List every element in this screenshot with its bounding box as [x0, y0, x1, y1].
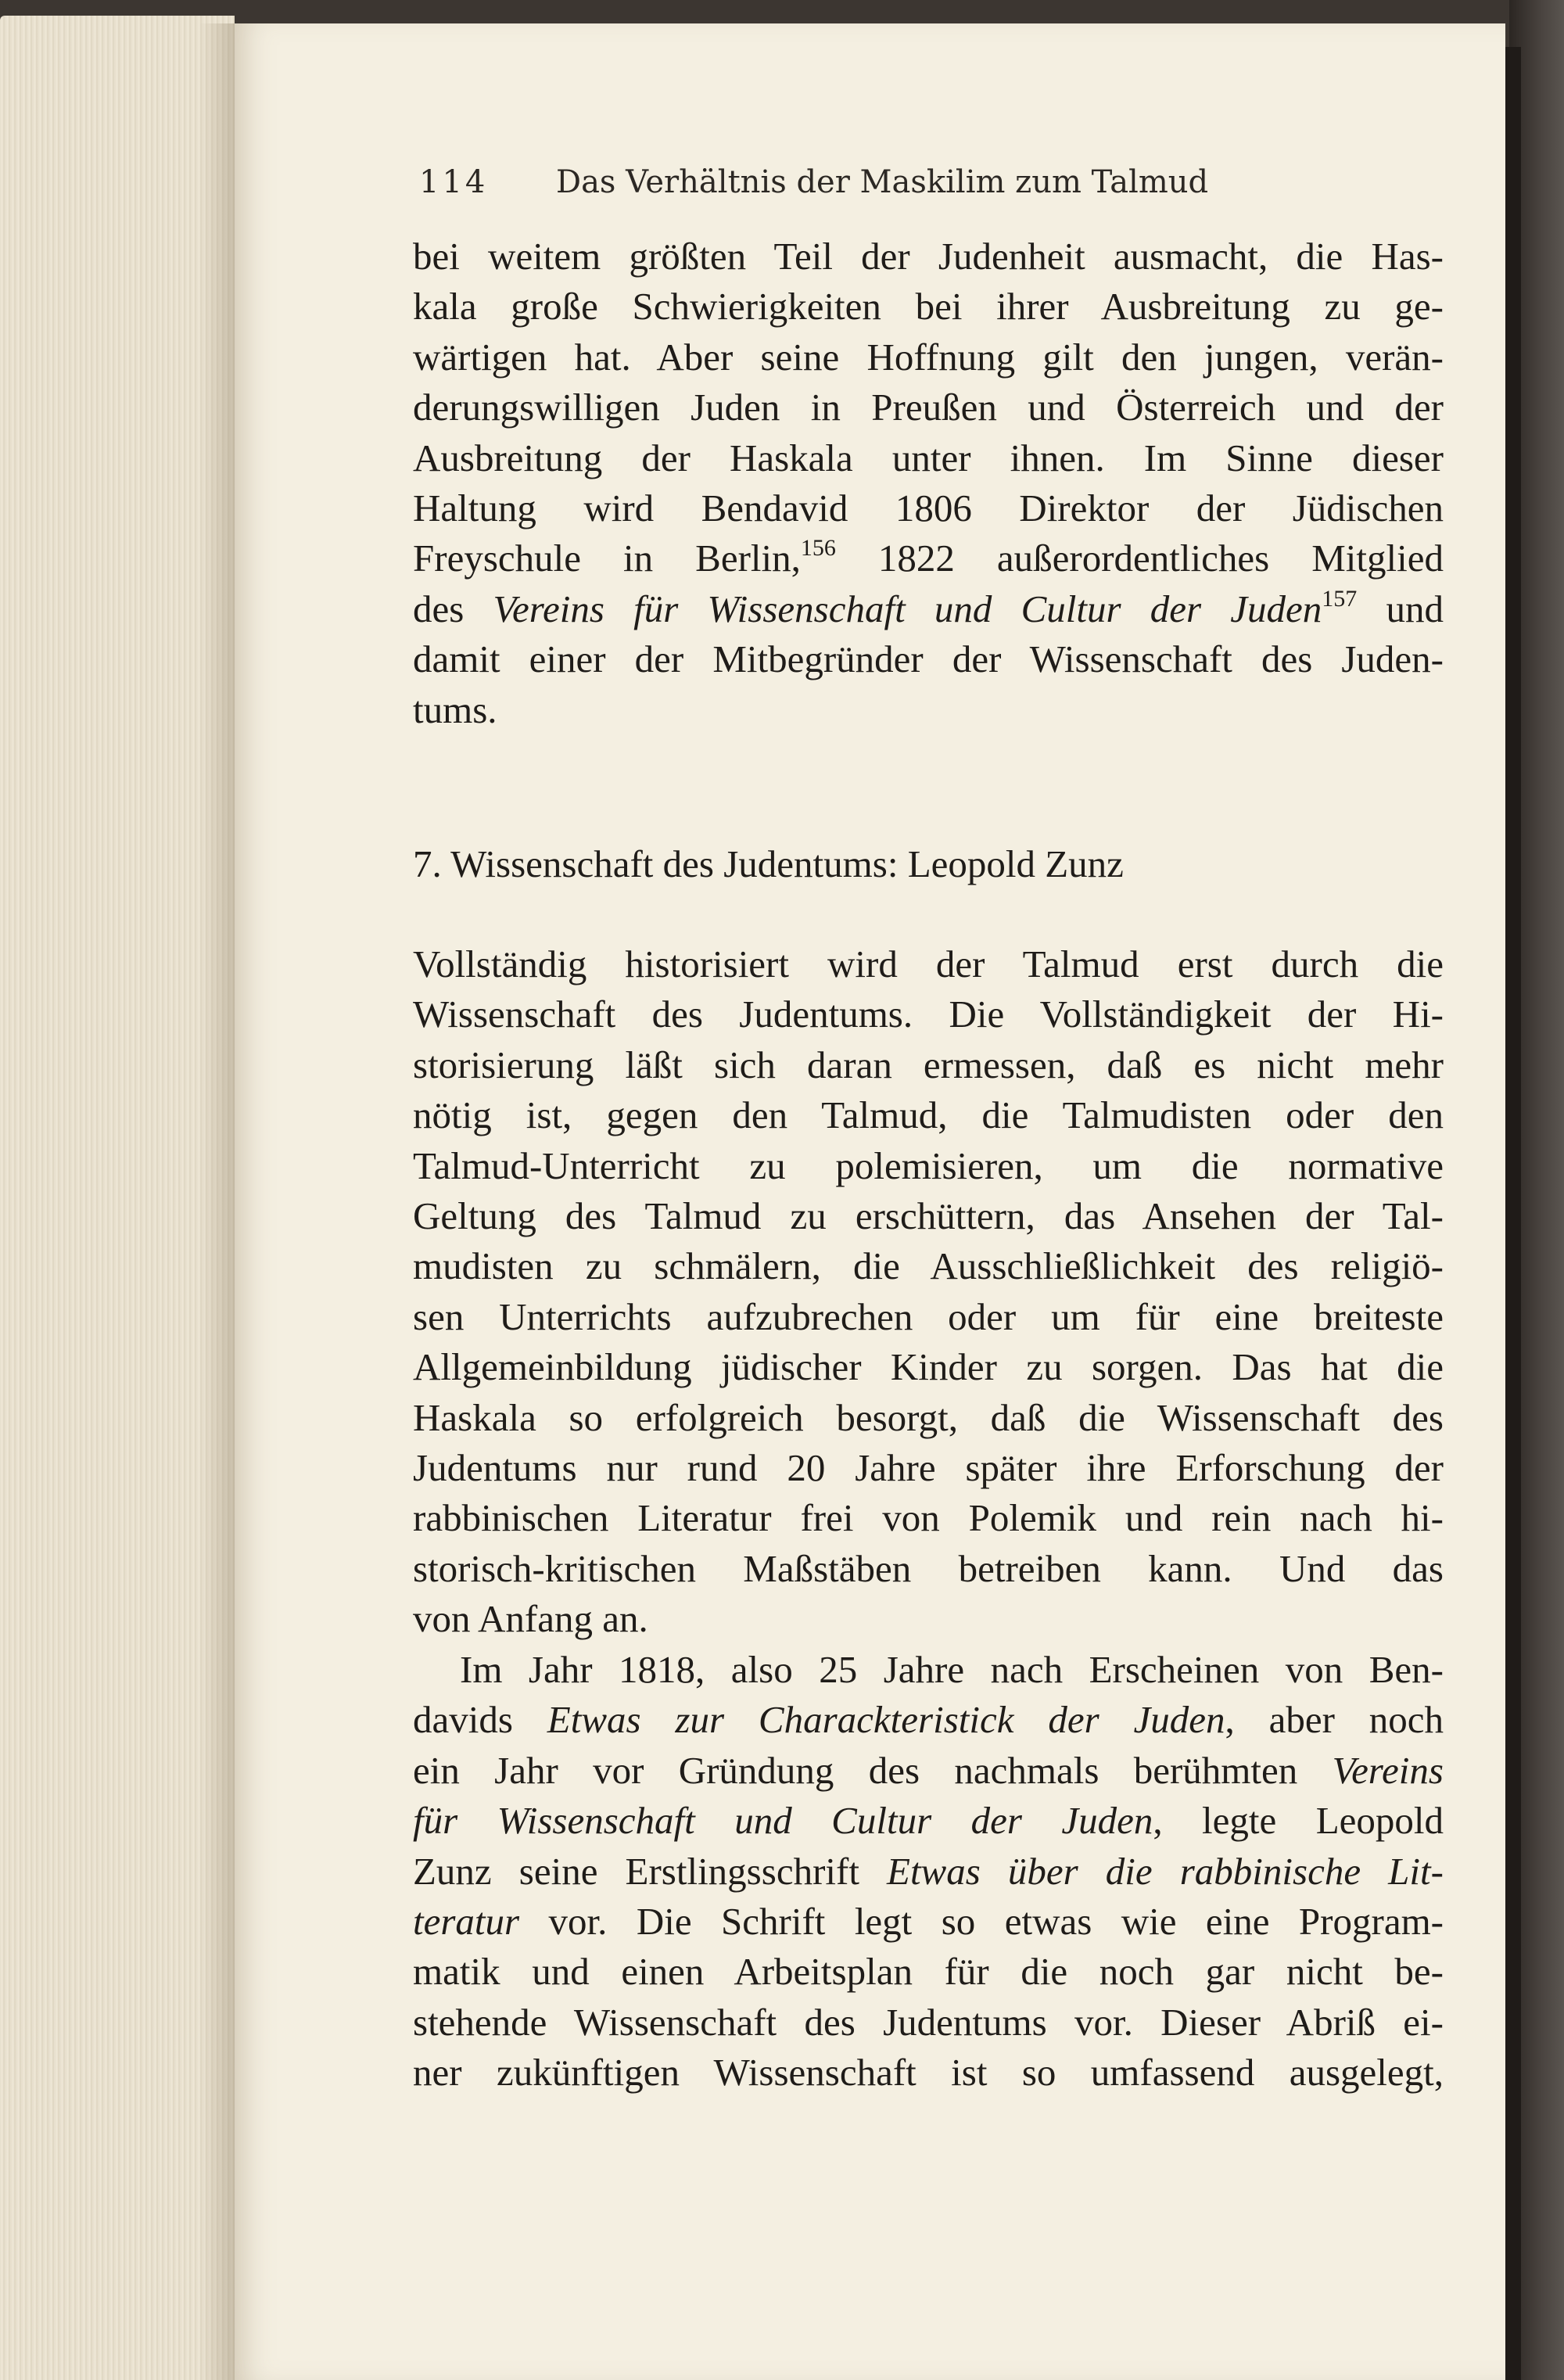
text-line: storisch-kritischen Maßstäben betreiben kann. Und das: [413, 1546, 1444, 1590]
page-number: 114: [419, 164, 489, 200]
footnote-marker-156[interactable]: 156: [800, 535, 836, 562]
text-line: stehende Wissenschaft des Judentums vor. Dieser Abriß ei-: [413, 2000, 1444, 2044]
gutter-shadow: [199, 23, 239, 2380]
text-line: Haskala so erfolgreich besorgt, daß die Wissenschaft des: [413, 1395, 1444, 1439]
text-line: Talmud-Unterricht zu polemisieren, um die normative: [413, 1143, 1444, 1187]
text-line: [413, 1847, 1444, 1897]
footnote-marker-157[interactable]: 157: [1322, 585, 1358, 612]
text-span: Freyschule in Berlin,: [413, 537, 801, 580]
italic-title: Vereins: [1332, 1748, 1444, 1792]
italic-title: teratur: [413, 1899, 520, 1943]
italic-title: Etwas über die rabbinische Lit-: [887, 1849, 1444, 1893]
text-line: [413, 584, 1444, 634]
text-line: wärtigen hat. Aber seine Hoffnung gilt den jungen, verän-: [413, 335, 1444, 379]
paragraph-2: [413, 939, 1444, 1644]
text-span: davids: [413, 1698, 547, 1742]
text-line: matik und einen Arbeitsplan für die noch gar nicht be-: [413, 1950, 1444, 1994]
running-head: [419, 164, 1451, 200]
book-cover-edge: [1505, 47, 1521, 2380]
text-span: , legte Leopold: [1153, 1799, 1444, 1843]
text-span: des: [413, 587, 493, 630]
text-span: , aber noch: [1225, 1698, 1444, 1742]
text-line: ner zukünftigen Wissenschaft ist so umfassend ausgelegt,: [413, 2051, 1444, 2095]
paragraph-1: [413, 232, 1444, 735]
text-line: mudisten zu schmälern, die Ausschließlichkeit des religiö-: [413, 1244, 1444, 1288]
section-heading: 7. Wissenschaft des Judentums: Leopold Zunz: [413, 842, 1124, 885]
text-line: damit einer der Mitbegründer der Wissenschaft des Juden-: [413, 637, 1444, 681]
italic-title: Vereins für Wissenschaft und Cultur der Juden: [493, 587, 1322, 630]
text-line: Im Jahr 1818, also 25 Jahre nach Erscheinen von Ben-: [460, 1648, 1444, 1691]
text-line: Haltung wird Bendavid 1806 Direktor der Jüdischen: [413, 486, 1444, 529]
text-line: kala große Schwierigkeiten bei ihrer Ausbreitung zu ge-: [413, 285, 1444, 328]
text-line: Wissenschaft des Judentums. Die Vollständigkeit der Hi-: [413, 993, 1444, 1036]
text-line: tums.: [413, 687, 497, 731]
text-span: Zunz seine Erstlingsschrift: [413, 1849, 888, 1893]
text-line: [413, 533, 1444, 583]
text-line: Ausbreitung der Haskala unter ihnen. Im Sinne dieser: [413, 436, 1444, 479]
italic-title: für Wissenschaft und Cultur der Juden: [413, 1799, 1153, 1843]
text-line: [413, 1746, 1444, 1796]
text-span: 1822 außerordentliches Mitglied: [835, 537, 1444, 580]
text-line: Allgemeinbildung jüdischer Kinder zu sorgen. Das hat die: [413, 1345, 1444, 1389]
text-line: Geltung des Talmud zu erschüttern, das Ansehen der Tal-: [413, 1194, 1444, 1237]
text-line: rabbinischen Literatur frei von Polemik und rein nach hi-: [413, 1496, 1444, 1540]
text-line: nötig ist, gegen den Talmud, die Talmudisten oder den: [413, 1093, 1444, 1137]
text-line: storisierung läßt sich daran ermessen, daß es nicht mehr: [413, 1043, 1444, 1086]
italic-title: Etwas zur Charackteristick der Juden: [547, 1698, 1225, 1742]
running-title: Das Verhältnis der Maskilim zum Talmud: [556, 164, 1209, 200]
text-line: sen Unterrichts aufzubrechen oder um für eine breiteste: [413, 1294, 1444, 1338]
paragraph-3: [413, 1645, 1444, 2098]
text-line: von Anfang an.: [413, 1597, 648, 1641]
text-line: Judentums nur rund 20 Jahre später ihre Erforschung der: [413, 1445, 1444, 1489]
text-line: bei weitem größten Teil der Judenheit ausmacht, die Has-: [413, 235, 1444, 278]
text-line: [413, 1897, 1444, 1947]
text-span: vor. Die Schrift legt so etwas wie eine Program-: [519, 1899, 1444, 1943]
text-span: und: [1357, 587, 1444, 630]
text-line: Vollständig historisiert wird der Talmud erst durch die: [413, 942, 1444, 985]
text-span: ein Jahr vor Gründung des nachmals berühmten: [413, 1748, 1333, 1792]
text-line: [413, 1695, 1444, 1745]
text-line: derungswilligen Juden in Preußen und Österreich und der: [413, 386, 1444, 429]
text-line: [413, 1796, 1444, 1846]
